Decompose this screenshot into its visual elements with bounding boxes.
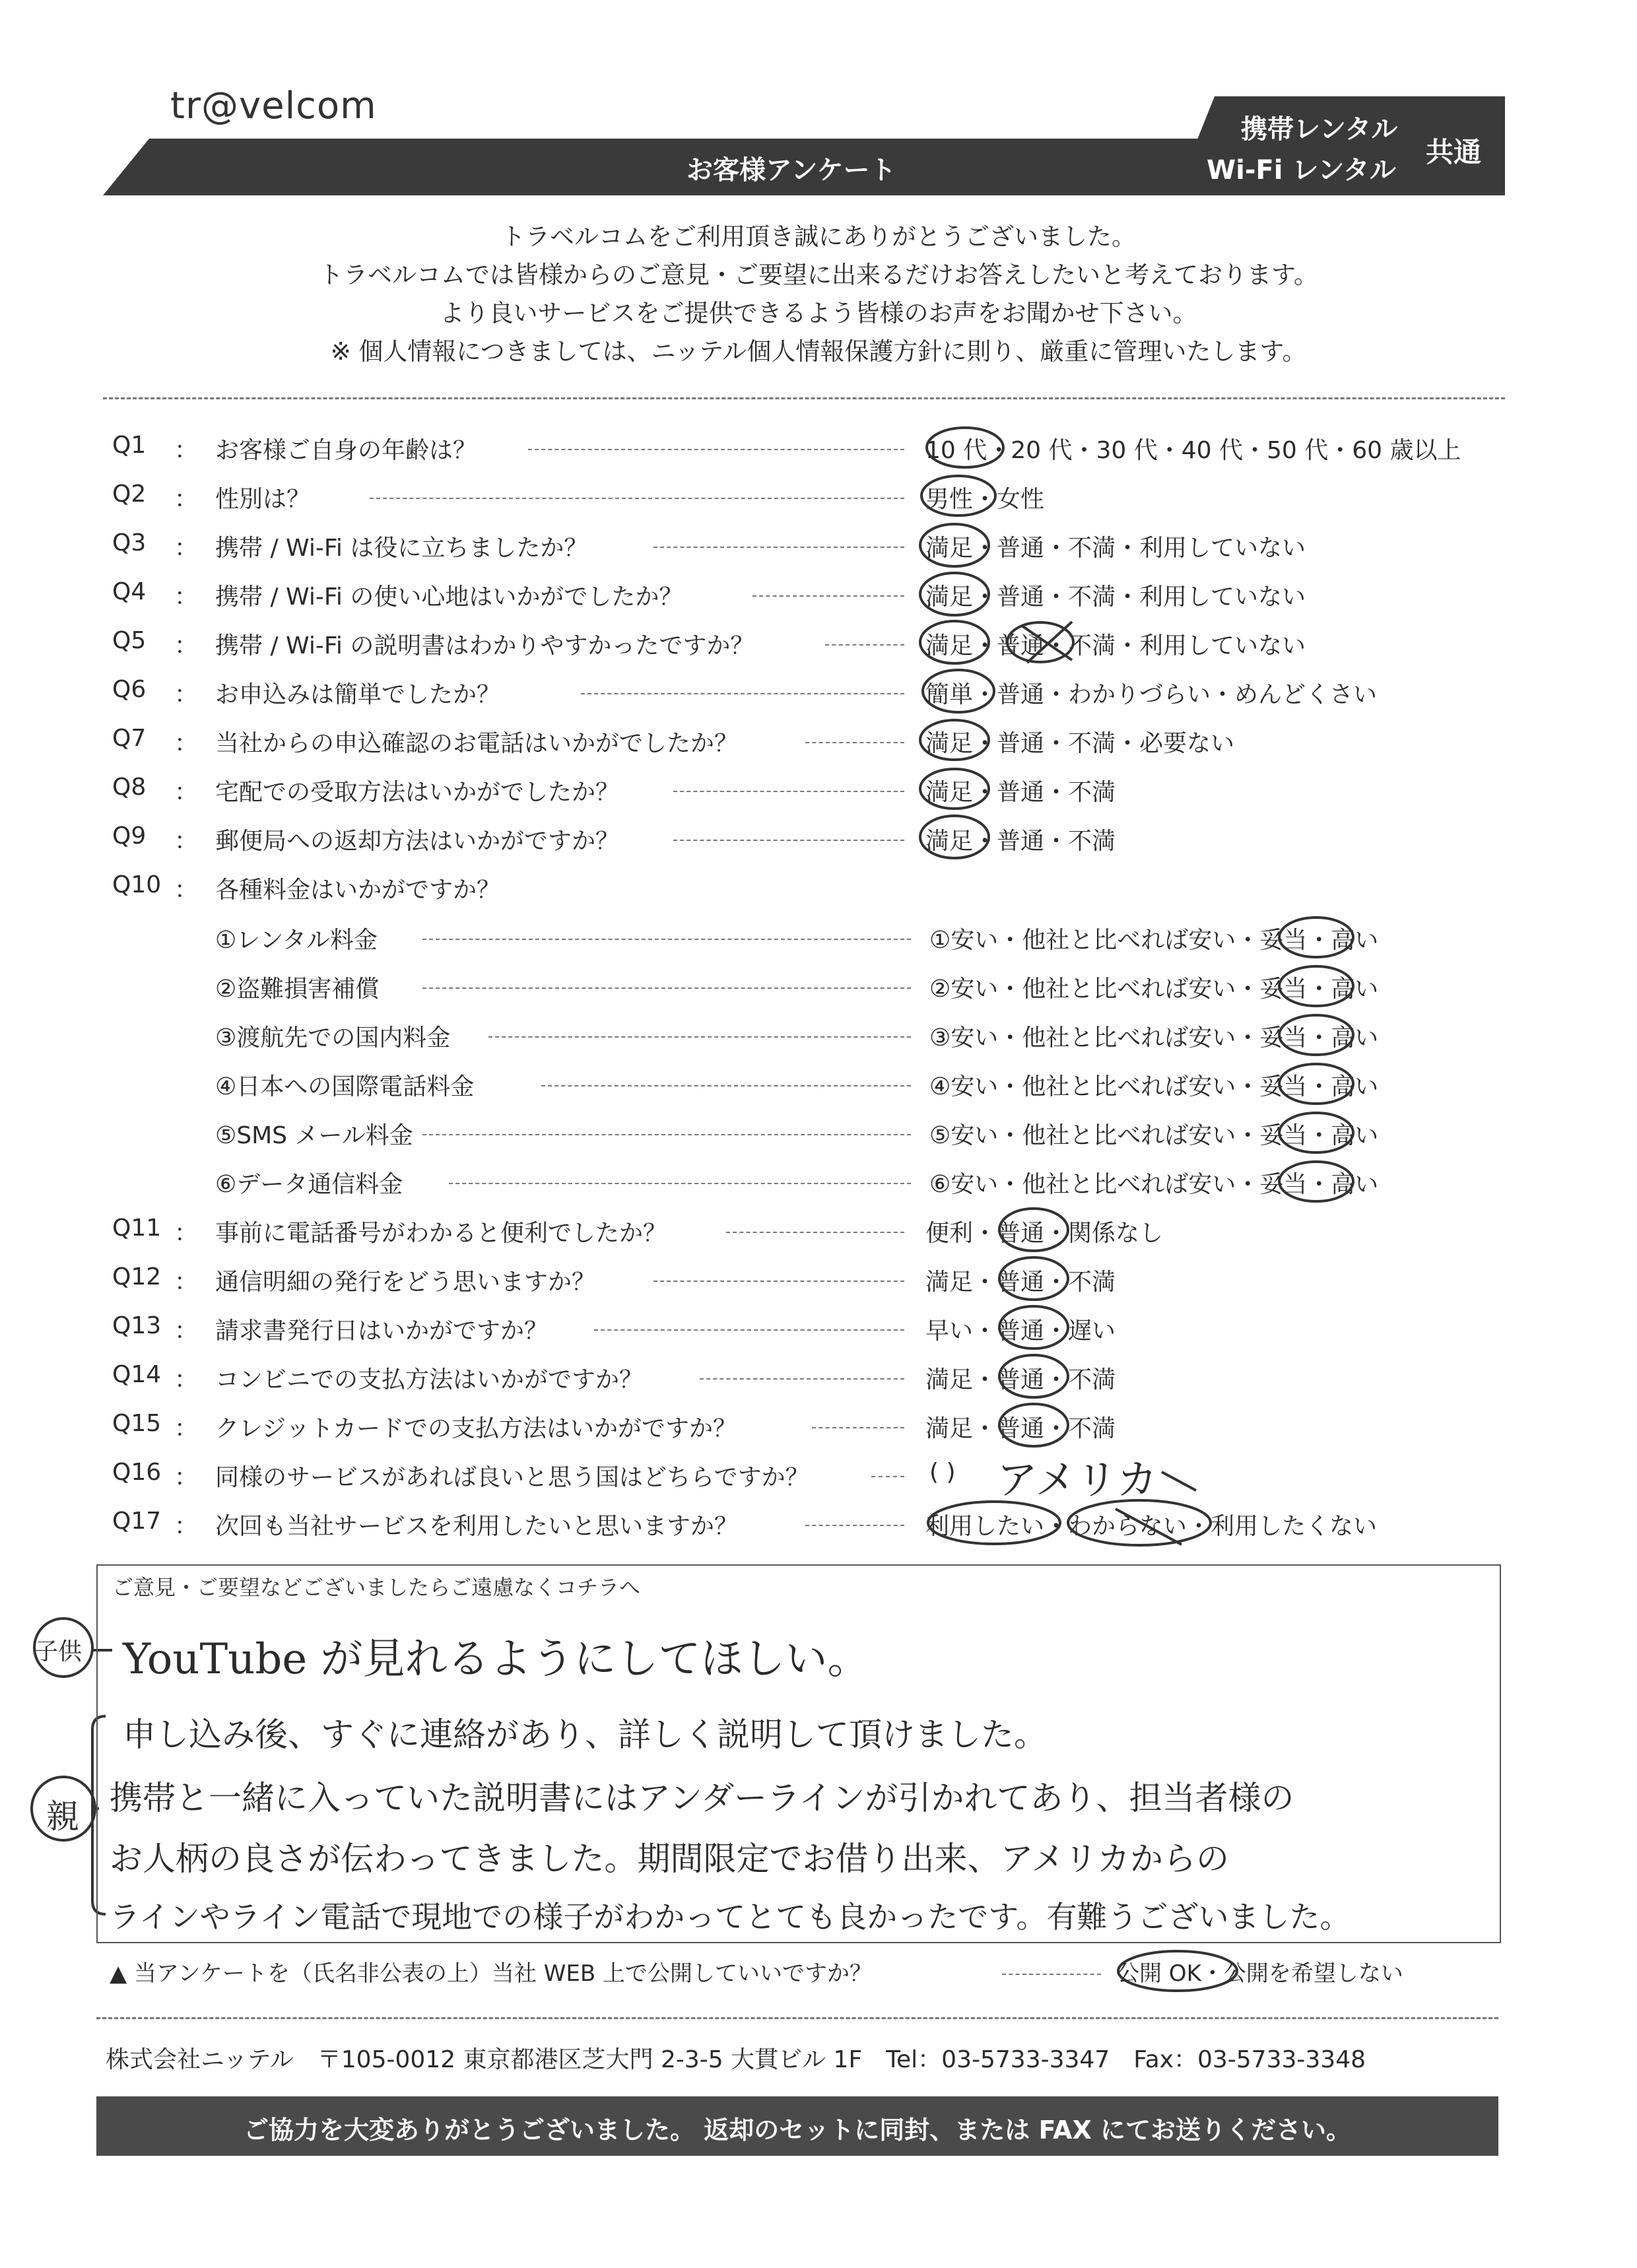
question-colon: ：	[174, 437, 199, 464]
question-text: 通信明細の発行をどう思いますか？	[215, 1269, 596, 1296]
answer-options[interactable]: ③安い・他社と比べれば安い・妥当・高い	[929, 1024, 1379, 1051]
question-number: Q11	[112, 1215, 162, 1242]
mark-q11	[999, 1209, 1068, 1251]
answer-options[interactable]: 男性・女性	[925, 486, 1045, 513]
page-title: お客様アンケート	[686, 155, 896, 185]
question-text: 同様のサービスがあれば良いと思う国はどちらですか？	[215, 1464, 809, 1491]
answer-options[interactable]: 利用したい・わからない・利用したくない	[925, 1513, 1378, 1540]
question-text: お客様ご自身の年齢は？	[215, 437, 477, 464]
question-text: 郵便局への返却方法はいかがですか？	[215, 828, 620, 855]
question-number: Q1	[112, 432, 147, 459]
question-text: 各種料金はいかがですか？	[215, 877, 501, 904]
answer-options[interactable]: 早い・普通・遅い	[925, 1317, 1116, 1345]
company-info: 株式会社ニッテル 〒105-0012 東京都港区芝大門 2-3-5 大貫ビル 1F Tel：03-5733-3347 Fax：03-5733-3348	[106, 2046, 1366, 2073]
question-colon: ：	[174, 1220, 199, 1247]
answer-options[interactable]: 便利・普通・関係なし	[925, 1220, 1164, 1247]
question-text: 携帯 / Wi-Fi の使い心地はいかがでしたか？	[215, 584, 683, 611]
answer-options[interactable]: 満足・普通・不満	[925, 1415, 1116, 1442]
comment-line-4: お人柄の良さが伝わってきました。期間限定でお借り出来、アメリカからの	[110, 1840, 1229, 1878]
mark-fee3	[1279, 1015, 1353, 1055]
cross-q17	[1116, 1509, 1182, 1545]
mark-q1	[927, 428, 1003, 467]
answer-options[interactable]: ①安い・他社と比べれば安い・妥当・高い	[929, 927, 1379, 954]
answer-options[interactable]: 満足・普通・不満・必要ない	[925, 730, 1235, 757]
question-colon: ：	[174, 584, 199, 611]
mark-q3	[920, 524, 989, 566]
question-number: Q5	[112, 627, 147, 654]
question-colon: ：	[174, 632, 199, 659]
publish-options[interactable]: 公開 OK・公開を希望しない	[1117, 1960, 1403, 1987]
fee-item-text: ⑤SMS メール料金	[215, 1122, 413, 1149]
question-colon: ：	[174, 1269, 199, 1296]
question-colon: ：	[174, 1317, 199, 1345]
fee-item-text: ④日本への国際電話料金	[215, 1073, 475, 1100]
answer-options[interactable]: 満足・普通・不満	[925, 779, 1116, 806]
question-colon: ：	[174, 779, 199, 806]
answer-options[interactable]: ( )	[929, 1459, 956, 1486]
question-number: Q4	[112, 578, 147, 605]
footer-thanks: ご協力を大変ありがとうございました。 返却のセットに同封、または FAX にてお送りください。	[244, 2116, 1351, 2145]
intro-line-4: ※ 個人情報につきましては、ニッテル個人情報保護方針に則り、厳重に管理いたします。	[330, 337, 1307, 366]
question-colon: ：	[174, 535, 199, 562]
question-text: 請求書発行日はいかがですか？	[215, 1317, 549, 1345]
question-number: Q8	[112, 774, 147, 801]
q16-handwritten-answer: アメリカ	[997, 1455, 1158, 1504]
mark-q5	[920, 621, 989, 663]
question-text: クレジットカードでの支払方法はいかがですか？	[215, 1415, 737, 1442]
question-colon: ：	[174, 1513, 199, 1540]
comment-label: ご意見・ご要望などございましたらご遠慮なくコチラへ	[112, 1575, 641, 1600]
question-colon: ：	[174, 828, 199, 855]
mark-q6	[923, 670, 994, 712]
answer-options[interactable]: ⑤安い・他社と比べれば安い・妥当・高い	[929, 1122, 1379, 1149]
answer-options[interactable]: ②安い・他社と比べれば安い・妥当・高い	[929, 976, 1379, 1003]
tag-parent: 親	[46, 1797, 79, 1836]
question-colon: ：	[174, 877, 199, 904]
mark-fee4	[1279, 1064, 1353, 1104]
question-number: Q6	[112, 676, 147, 703]
question-number: Q10	[112, 871, 162, 898]
question-colon: ：	[174, 681, 199, 708]
answer-options[interactable]: 10 代・20 代・30 代・40 代・50 代・60 歳以上	[925, 437, 1461, 464]
question-number: Q9	[112, 822, 147, 850]
intro-line-2: トラベルコムでは皆様からのご意見・ご要望に出来るだけお答えしたいと考えております。	[318, 261, 1319, 289]
answer-options[interactable]: ④安い・他社と比べれば安い・妥当・高い	[929, 1073, 1379, 1100]
mark-fee2	[1279, 966, 1353, 1006]
travelcom-logo: tr@velcom	[170, 84, 377, 127]
question-number: Q15	[112, 1410, 162, 1437]
intro-line-1: トラベルコムをご利用頂き誠にありがとうございました。	[501, 222, 1136, 251]
question-number: Q17	[112, 1508, 162, 1535]
question-text: 次回も当社サービスを利用したいと思いますか？	[215, 1513, 739, 1540]
mark-q17-a	[928, 1502, 1060, 1544]
question-colon: ：	[174, 1366, 199, 1393]
answer-options[interactable]: 満足・普通・不満・利用していない	[925, 632, 1306, 659]
mark-q15	[999, 1404, 1068, 1446]
question-colon: ：	[174, 730, 199, 757]
answer-options[interactable]: ⑥安い・他社と比べれば安い・妥当・高い	[929, 1171, 1379, 1198]
publish-question: ▲ 当アンケートを（氏名非公表の上）当社 WEB 上で公開していいですか？	[110, 1960, 872, 1987]
fee-item-text: ①レンタル料金	[215, 927, 378, 954]
question-text: お申込みは簡単でしたか？	[215, 681, 501, 708]
question-text: 事前に電話番号がわかると便利でしたか？	[215, 1220, 667, 1247]
service-wifi-rental: Wi-Fi レンタル	[1207, 155, 1396, 185]
mark-fee5	[1279, 1113, 1353, 1152]
mark-q2	[921, 476, 995, 516]
question-number: Q2	[112, 481, 147, 508]
mark-fee1	[1279, 917, 1353, 957]
comment-line-3: 携帯と一緒に入っていた説明書にはアンダーラインが引かれてあり、担当者様の	[110, 1779, 1294, 1817]
question-number: Q7	[112, 725, 147, 752]
mark-q7	[920, 720, 989, 760]
question-number: Q14	[112, 1361, 162, 1388]
mark-q4	[920, 573, 989, 615]
mark-q14	[999, 1355, 1068, 1397]
mark-q12	[999, 1257, 1068, 1300]
fee-item-text: ②盗難損害補償	[215, 976, 380, 1003]
service-mobile-rental: 携帯レンタル	[1241, 114, 1398, 145]
publish-dash	[1002, 1974, 1101, 1975]
mark-fee6	[1279, 1162, 1353, 1201]
question-colon: ：	[174, 486, 199, 513]
question-number: Q16	[112, 1459, 162, 1486]
question-text: 宅配での受取方法はいかがでしたか？	[215, 779, 620, 806]
question-number: Q13	[112, 1312, 162, 1339]
comment-line-1: YouTube が見れるようにしてほしい。	[123, 1635, 870, 1684]
question-text: 携帯 / Wi-Fi は役に立ちましたか？	[215, 535, 588, 562]
question-number: Q12	[112, 1263, 162, 1290]
answer-options[interactable]: 満足・普通・不満	[925, 1366, 1116, 1393]
answer-options[interactable]: 満足・普通・不満・利用していない	[925, 535, 1306, 562]
question-text: 携帯 / Wi-Fi の説明書はわかりやすかったですか？	[215, 632, 754, 659]
comment-line-5: ラインやライン電話で現地での様子がわかってとても良かったです。有難うございました。	[110, 1899, 1351, 1935]
comment-line-2: 申し込み後、すぐに連絡があり、詳しく説明して頂けました。	[123, 1716, 1047, 1754]
answer-options[interactable]: 簡単・普通・わかりづらい・めんどくさい	[925, 681, 1378, 708]
divider-2	[96, 2017, 1498, 2019]
answer-options[interactable]: 満足・普通・不満・利用していない	[925, 584, 1306, 611]
question-number: Q3	[112, 529, 147, 556]
tag-child: 子供	[34, 1638, 83, 1665]
question-text: 当社からの申込確認のお電話はいかがでしたか？	[215, 730, 739, 757]
cross-q16	[1162, 1472, 1196, 1490]
answer-options[interactable]: 満足・普通・不満	[925, 828, 1116, 855]
intro-line-3: より良いサービスをご提供できるよう皆様のお声をお聞かせ下さい。	[440, 299, 1197, 327]
question-colon: ：	[174, 1464, 199, 1491]
question-colon: ：	[174, 1415, 199, 1442]
fee-item-text: ③渡航先での国内料金	[215, 1024, 451, 1051]
service-common-label: 共通	[1426, 136, 1482, 168]
question-text: コンビニでの支払方法はいかがですか？	[215, 1366, 644, 1393]
mark-q13	[999, 1306, 1068, 1349]
fee-item-text: ⑥データ通信料金	[215, 1171, 403, 1198]
mark-q8	[920, 769, 989, 809]
question-text: 性別は？	[215, 486, 311, 513]
mark-q9	[920, 816, 989, 858]
answer-options[interactable]: 満足・普通・不満	[925, 1269, 1116, 1296]
